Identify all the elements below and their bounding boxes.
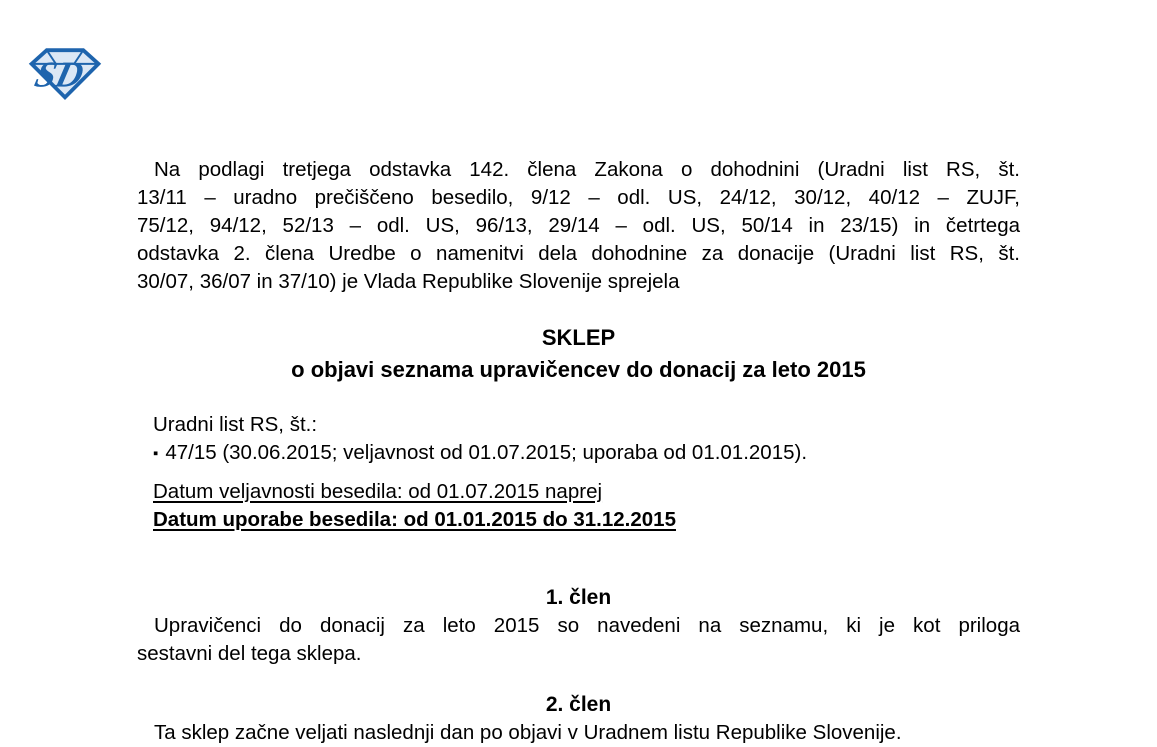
document-body xyxy=(137,156,1020,747)
intro-paragraph xyxy=(137,156,1020,296)
decree-title: SKLEP xyxy=(541,325,616,350)
article-2-line: Ta sklep začne veljati naslednji dan po objavi v Uradnem listu Republike Slovenije. xyxy=(154,721,902,744)
article-1 xyxy=(137,584,1020,668)
decree-title-block xyxy=(137,322,1020,386)
decree-subtitle: o objavi seznama upravičencev do donacij za leto 2015 xyxy=(291,357,866,382)
article-2 xyxy=(137,691,1020,747)
validity-usage-line: Datum uporabe besedila: od 01.01.2015 do 31.12.2015 xyxy=(153,508,676,531)
intro-line: 13/11 – uradno prečiščeno besedilo, 9/12 – odl. US, 24/12, 30/12, 40/12 – ZUJF, xyxy=(137,186,1020,209)
intro-line: 30/07, 36/07 in 37/10) je Vlada Republike Slovenije sprejela xyxy=(137,270,680,293)
gazette-reference xyxy=(137,411,1020,468)
sd-diamond-logo-icon xyxy=(27,45,103,101)
article-1-heading: 1. člen xyxy=(545,586,612,609)
article-1-line: sestavni del tega sklepa. xyxy=(137,642,362,665)
square-bullet-icon: ▪ xyxy=(153,445,159,462)
validity-block xyxy=(137,478,1020,534)
gazette-item: 47/15 (30.06.2015; veljavnost od 01.07.2015; uporaba od 01.01.2015). xyxy=(165,441,808,464)
validity-start-line: Datum veljavnosti besedila: od 01.07.2015 naprej xyxy=(153,480,603,503)
intro-line: Na podlagi tretjega odstavka 142. člena Zakona o dohodnini (Uradni list RS, št. xyxy=(154,158,1020,181)
gazette-label: Uradni list RS, št.: xyxy=(153,413,318,436)
gazette-item-line xyxy=(153,439,1020,468)
logo-letters: SD xyxy=(30,55,88,96)
article-2-heading: 2. člen xyxy=(545,693,612,716)
intro-line: odstavka 2. člena Uredbe o namenitvi dela dohodnine za donacije (Uradni list RS, št. xyxy=(137,242,1020,265)
intro-line: 75/12, 94/12, 52/13 – odl. US, 96/13, 29/14 – odl. US, 50/14 in 23/15) in četrtega xyxy=(137,214,1020,237)
article-1-line: Upravičenci do donacij za leto 2015 so navedeni na seznamu, ki je kot priloga xyxy=(154,614,1020,637)
